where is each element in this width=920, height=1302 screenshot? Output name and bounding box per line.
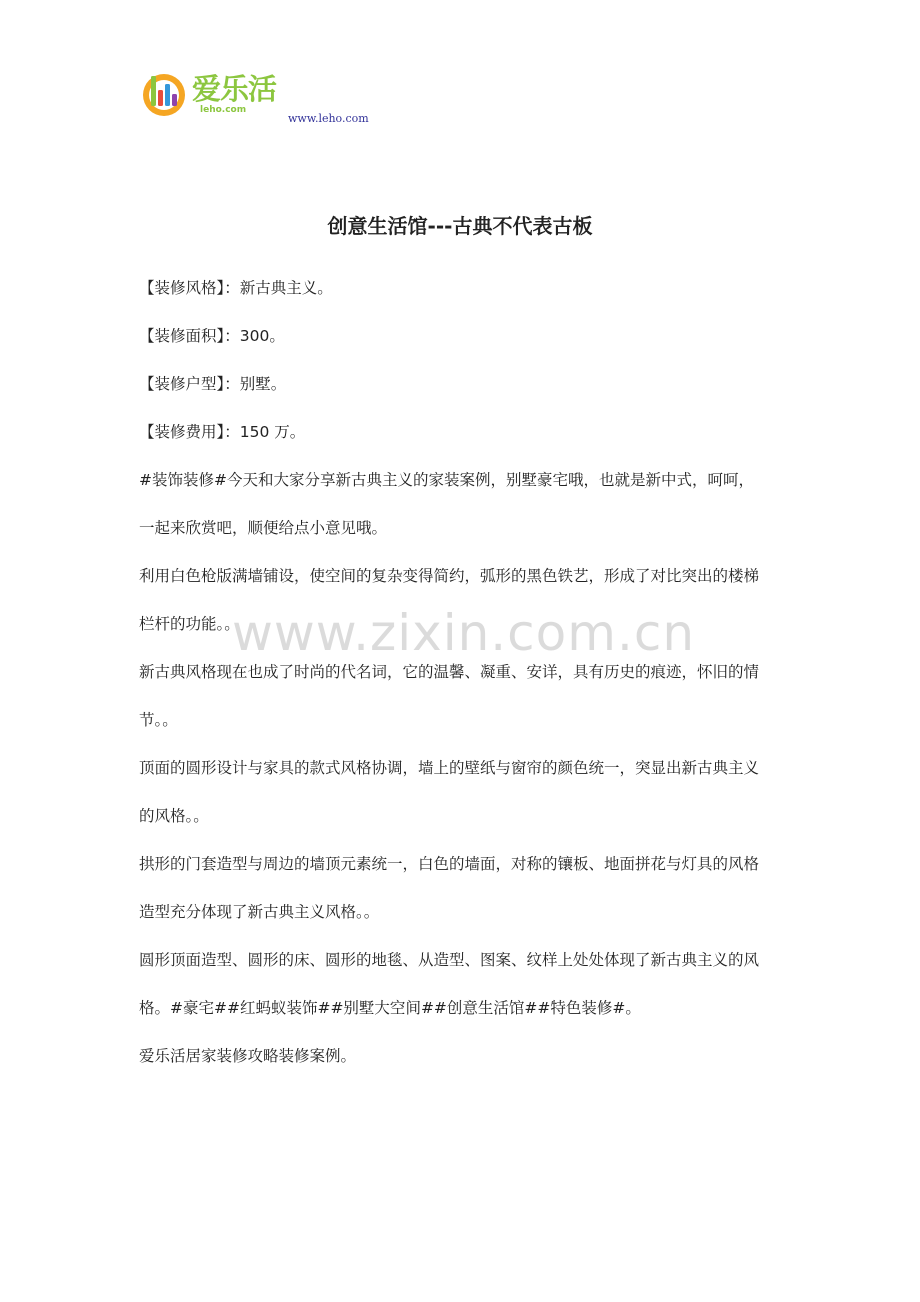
page-header: [140, 66, 400, 130]
body-line: 造型充分体现了新古典主义风格。。: [139, 903, 380, 921]
body-line: #装饰装修#今天和大家分享新古典主义的家装案例，别墅豪宅哦，也就是新中式，呵呵，: [139, 471, 754, 489]
spec-cost: 【装修费用】：150 万。: [139, 423, 306, 441]
watermark: www.zixin.com.cn: [232, 604, 696, 662]
body-line: 的风格。。: [139, 807, 209, 825]
body-line: 拱形的门套造型与周边的墙顶元素统一，白色的墙面，对称的镶板、地面拼花与灯具的风格: [139, 855, 760, 873]
article-title: 创意生活馆---古典不代表古板: [327, 214, 593, 238]
body-line: 一起来欣赏吧，顺便给点小意见哦。: [139, 519, 388, 537]
body-line: 栏杆的功能。。: [139, 615, 240, 633]
body-line: 格。#豪宅##红蚂蚁装饰##别墅大空间##创意生活馆##特色装修#。: [139, 999, 641, 1017]
body-line: 利用白色枪版满墙铺设，使空间的复杂变得简约，弧形的黑色铁艺，形成了对比突出的楼梯: [139, 567, 760, 585]
logo-domain: leho.com: [200, 105, 247, 115]
body-line: 顶面的圆形设计与家具的款式风格协调，墙上的壁纸与窗帘的颜色统一，突显出新古典主义: [139, 759, 760, 777]
site-url: www.leho.com: [288, 112, 369, 125]
spec-area: 【装修面积】：300。: [139, 327, 285, 345]
body-line: 新古典风格现在也成了时尚的代名词，它的温馨、凝重、安详，具有历史的痕迹，怀旧的情: [139, 663, 760, 681]
article-body: [139, 264, 789, 1080]
body-line: 节。。: [139, 711, 178, 729]
leho-logo-icon: [140, 70, 188, 118]
logo-text: 爱乐活: [192, 72, 277, 106]
body-line: 爱乐活居家装修攻略装修案例。: [139, 1047, 357, 1065]
body-line: 圆形顶面造型、圆形的床、圆形的地毯、从造型、图案、纹样上处处体现了新古典主义的风: [139, 951, 760, 969]
spec-style: 【装修风格】：新古典主义。: [139, 279, 333, 297]
spec-house-type: 【装修户型】：别墅。: [139, 375, 287, 393]
